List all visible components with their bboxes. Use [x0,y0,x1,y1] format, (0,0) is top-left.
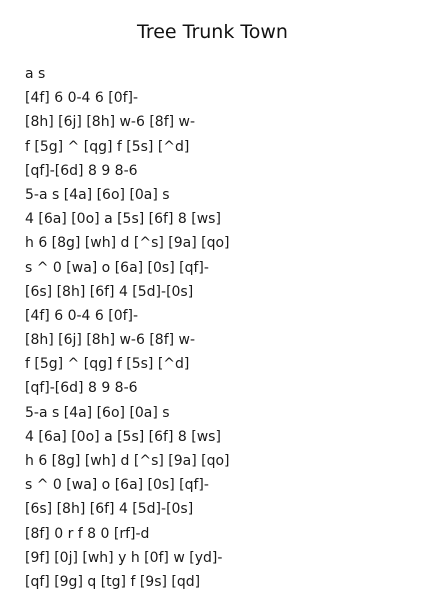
notation-line: [8h] [6j] [8h] w-6 [8f] w- [25,114,196,131]
notation-line: h 6 [8g] [wh] d [^s] [9a] [qo] [25,453,230,469]
notation-line: f [5g] ^ [qg] f [5s] [^d] [25,356,190,373]
notation-line: 5-a s [4a] [6o] [0a] s [25,404,170,421]
notation-line: h 6 [8g] [wh] d [^s] [9a] [qo] [25,235,230,252]
notation-line: [8f] 0 r f 8 0 [rf]-d [25,525,150,542]
notation-line: [4f] 6 0-4 6 [0f]- [25,307,139,324]
notation-line: [qf] [9g] q [tg] f [9s] [qd] [25,573,201,590]
notation-line: [6s] [8h] [6f] 4 [5d]-[0s] [25,283,194,300]
notation-lines [25,62,230,594]
notation-line: a s [25,66,46,82]
notation-line: s ^ 0 [wa] o [6a] [0s] [qf]- [25,477,209,494]
notation-line: [8h] [6j] [8h] w-6 [8f] w- [25,332,196,349]
notation-line: 4 [6a] [0o] a [5s] [6f] 8 [ws] [25,428,221,445]
notation-line: [qf]-[6d] 8 9 8-6 [25,380,138,397]
notation-line: [9f] [0j] [wh] y h [0f] w [yd]- [25,549,223,566]
notation-line: 4 [6a] [0o] a [5s] [6f] 8 [ws] [25,211,221,228]
notation-line: [qf]-[6d] 8 9 8-6 [25,162,138,179]
notation-line: 5-a s [4a] [6o] [0a] s [25,186,170,203]
page-title: Tree Trunk Town [137,21,288,43]
notation-line: f [5g] ^ [qg] f [5s] [^d] [25,138,190,155]
notation-line: s ^ 0 [wa] o [6a] [0s] [qf]- [25,259,209,276]
notation-line: [4f] 6 0-4 6 [0f]- [25,90,139,107]
notation-line: [6s] [8h] [6f] 4 [5d]-[0s] [25,501,194,518]
